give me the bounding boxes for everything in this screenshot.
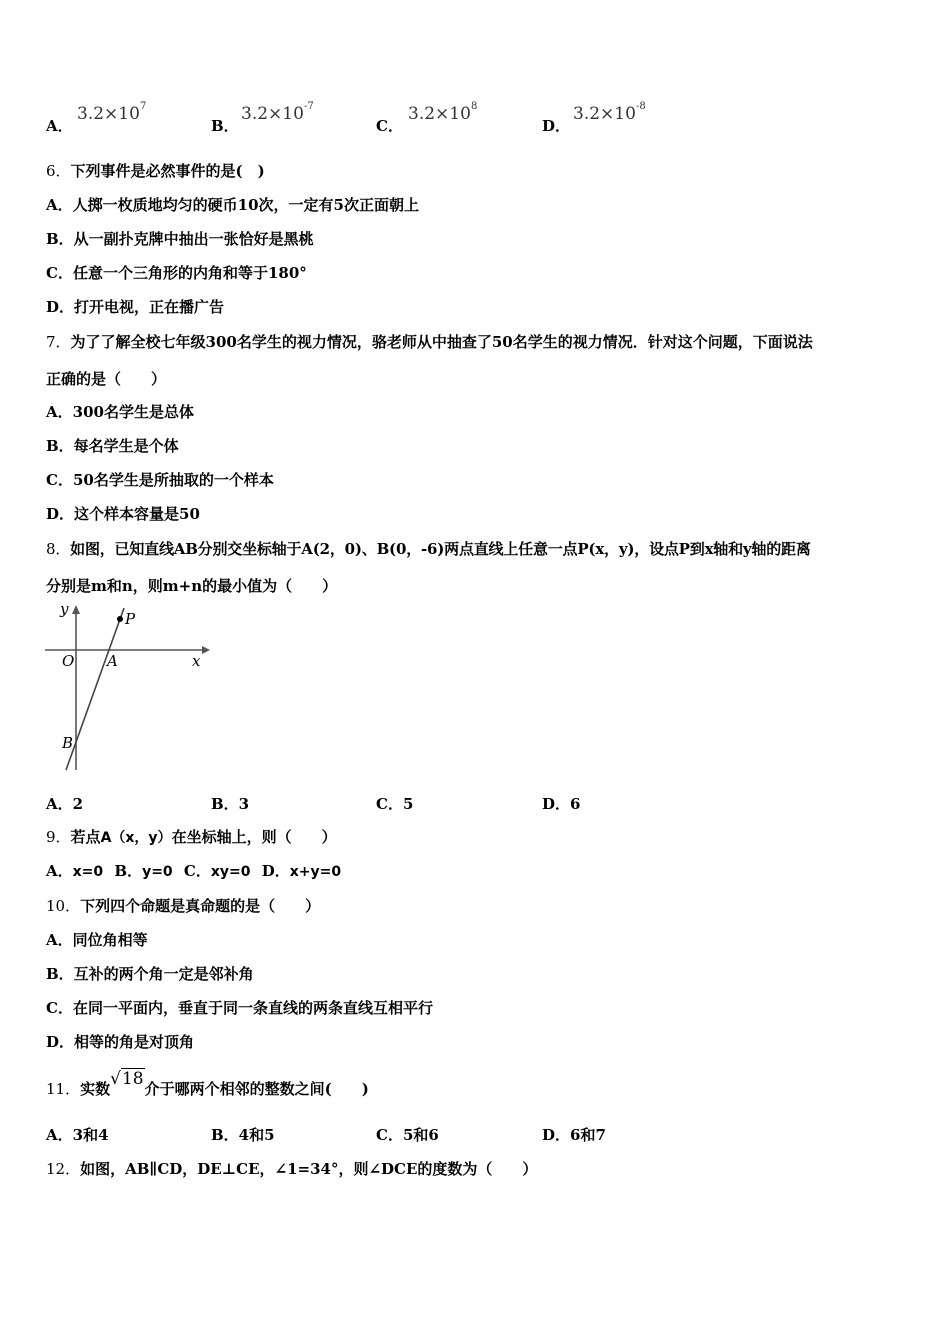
option-letter: C． <box>183 862 211 880</box>
q10-stem <box>46 896 320 916</box>
option-letter: A． <box>46 117 73 135</box>
exponent: -7 <box>303 101 314 113</box>
exponent: 7 <box>139 101 147 113</box>
q12-stem <box>46 1159 537 1179</box>
question-text: 下列四个命题是真命题的是（ ） <box>80 897 321 915</box>
label-p: P <box>125 610 136 628</box>
label-b: B <box>62 734 74 752</box>
q6-stem <box>46 161 265 181</box>
label-a: A <box>107 652 118 670</box>
question-text: 若点 <box>70 828 101 846</box>
option-letter: D． <box>542 117 571 135</box>
option-b-text: y=0 <box>142 864 173 880</box>
q7-option-a: A．300名学生是总体 <box>46 403 194 421</box>
question-text-tail: 介于哪两个相邻的整数之间( ) <box>144 1080 369 1098</box>
option-a-text: x=0 <box>72 864 104 880</box>
question-text-tail: 在坐标轴上，则（ ） <box>171 828 337 846</box>
mantissa: 3.2 <box>573 104 601 124</box>
question-text: 如图，已知直线AB分别交坐标轴于A(2，0)、B(0，-6)两点直线上任意一点P(x，y)，设点P到x轴和y轴的距离 <box>70 540 811 558</box>
q8-option-b: B．3 <box>211 795 250 813</box>
option-c-text: xy=0 <box>210 864 251 880</box>
times-ten: ×10 <box>435 104 471 124</box>
question-number: 6． <box>46 162 71 180</box>
question-text: 为了了解全校七年级300名学生的视力情况，骆老师从中抽查了50名学生的视力情况．针对这个问题，下面说法 <box>70 333 813 351</box>
label-x: x <box>192 652 201 670</box>
question-text: 下列事件是必然事件的是( ) <box>70 162 265 180</box>
q9-options <box>46 861 341 882</box>
question-text: 实数 <box>80 1080 111 1098</box>
line-ab <box>66 608 124 770</box>
q11-stem <box>46 1069 369 1099</box>
q8-coordinate-figure <box>40 600 215 775</box>
q8-option-c: C．5 <box>376 795 414 813</box>
q5-option-a <box>46 116 73 136</box>
q5-option-a-math <box>77 101 147 124</box>
q11-option-b: B．4和5 <box>211 1126 275 1144</box>
question-number: 7． <box>46 333 71 351</box>
q10-option-b: B．互补的两个角一定是邻补角 <box>46 965 254 983</box>
mantissa: 3.2 <box>241 104 269 124</box>
y-axis-arrow <box>72 605 80 614</box>
q11-option-d: D．6和7 <box>542 1126 606 1144</box>
label-y: y <box>60 600 69 618</box>
x-axis-arrow <box>202 646 210 654</box>
option-d-text: x+y=0 <box>289 864 342 880</box>
times-ten: ×10 <box>268 104 304 124</box>
times-ten: ×10 <box>600 104 636 124</box>
q5-option-b <box>211 116 239 136</box>
q5-option-d <box>542 116 570 136</box>
exponent: -8 <box>635 101 646 113</box>
mantissa: 3.2 <box>77 104 105 124</box>
question-number: 12． <box>46 1160 81 1178</box>
question-number: 10． <box>46 897 81 915</box>
q6-option-c: C．任意一个三角形的内角和等于180° <box>46 264 307 282</box>
point-p <box>117 616 123 622</box>
question-number: 8． <box>46 540 71 558</box>
q11-option-c: C．5和6 <box>376 1126 439 1144</box>
option-letter: D． <box>261 862 290 880</box>
q5-option-c-math <box>408 101 478 124</box>
question-number: 9． <box>46 828 71 846</box>
sqrt-expression <box>110 1069 144 1089</box>
q6-option-a: A．人掷一枚质地均匀的硬币10次，一定有5次正面朝上 <box>46 196 419 214</box>
question-text: 如图，AB∥CD，DE⊥CE，∠1=34°，则∠DCE的度数为（ ） <box>80 1160 538 1178</box>
q8-option-a: A．2 <box>46 795 84 813</box>
label-o: O <box>62 652 75 670</box>
mantissa: 3.2 <box>408 104 436 124</box>
option-letter: A． <box>46 862 73 880</box>
point-expression: A（x，y） <box>100 830 172 846</box>
q7-stem-line1 <box>46 332 813 352</box>
q9-stem <box>46 827 337 848</box>
q5-option-c <box>376 116 403 136</box>
option-letter: C． <box>376 117 403 135</box>
q10-option-a: A．同位角相等 <box>46 931 148 949</box>
exponent: 8 <box>470 101 478 113</box>
q11-option-a: A．3和4 <box>46 1126 109 1144</box>
q8-stem-line1 <box>46 539 811 559</box>
q7-stem-line2: 正确的是（ ） <box>46 370 167 388</box>
q7-option-b: B．每名学生是个体 <box>46 437 179 455</box>
times-ten: ×10 <box>104 104 140 124</box>
q7-option-c: C．50名学生是所抽取的一个样本 <box>46 471 274 489</box>
q5-option-b-math <box>241 101 314 124</box>
q6-option-b: B．从一副扑克牌中抽出一张恰好是黑桃 <box>46 230 314 248</box>
q8-option-d: D．6 <box>542 795 581 813</box>
q5-option-d-math <box>573 101 646 124</box>
option-letter: B． <box>211 117 239 135</box>
q7-option-d: D．这个样本容量是50 <box>46 505 200 523</box>
question-number: 11． <box>46 1080 81 1098</box>
q6-option-d: D．打开电视，正在播广告 <box>46 298 225 316</box>
radical-sign: √ <box>110 1069 121 1089</box>
q8-stem-line2: 分别是m和n，则m+n的最小值为（ ） <box>46 577 338 595</box>
q10-option-d: D．相等的角是对顶角 <box>46 1033 195 1051</box>
q10-option-c: C．在同一平面内，垂直于同一条直线的两条直线互相平行 <box>46 999 433 1017</box>
option-letter: B． <box>114 862 143 880</box>
radicand: 18 <box>121 1069 144 1089</box>
